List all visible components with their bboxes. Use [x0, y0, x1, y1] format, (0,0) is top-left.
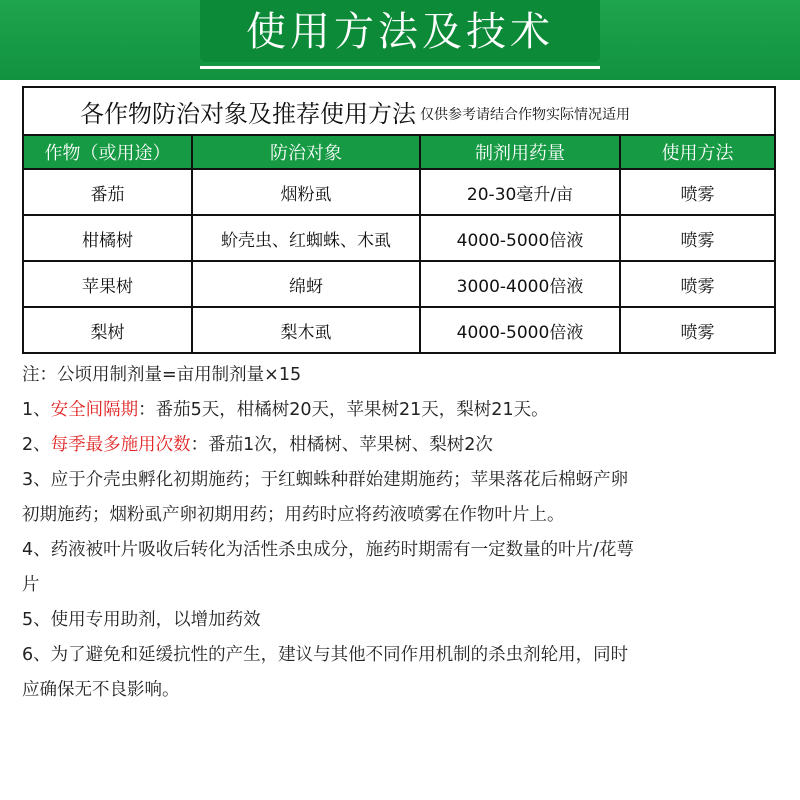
note-conversion: 注：公顷用制剂量=亩用制剂量×15 — [22, 365, 302, 385]
header-target: 防治对象 — [192, 136, 420, 169]
header-method: 使用方法 — [620, 136, 774, 169]
cell-crop: 苹果树 — [24, 261, 192, 307]
usage-table — [22, 86, 776, 354]
note-3-line-2: 初期施药；烟粉虱产卵初期用药；用药时应将药液喷雾在作物叶片上。 — [22, 505, 565, 525]
table-header-row — [24, 136, 774, 169]
cell-crop: 梨树 — [24, 307, 192, 352]
note-2-number: 2、 — [22, 435, 51, 455]
cell-crop: 柑橘树 — [24, 215, 192, 261]
note-6-line-1: 6、为了避免和延缓抗性的产生，建议与其他不同作用机制的杀虫剂轮用，同时 — [22, 645, 629, 665]
header-crop: 作物（或用途） — [24, 136, 192, 169]
cell-method: 喷雾 — [620, 215, 774, 261]
cell-target: 烟粉虱 — [192, 169, 420, 215]
note-6-line-2: 应确保无不良影响。 — [22, 680, 180, 700]
cell-target: 蚧壳虫、红蜘蛛、木虱 — [192, 215, 420, 261]
cell-method: 喷雾 — [620, 169, 774, 215]
page-title: 使用方法及技术 — [246, 9, 554, 55]
table-row — [24, 261, 774, 307]
cell-dosage: 20-30毫升/亩 — [420, 169, 620, 215]
note-1 — [22, 393, 782, 428]
note-2 — [22, 428, 782, 463]
usage-notes — [22, 358, 782, 708]
note-1-text: ：番茄5天，柑橘树20天，苹果树21天，梨树21天。 — [138, 400, 549, 420]
header-dosage: 制剂用药量 — [420, 136, 620, 169]
cell-target: 绵蚜 — [192, 261, 420, 307]
table-title-row — [24, 88, 774, 136]
cell-dosage: 4000-5000倍液 — [420, 215, 620, 261]
table-row — [24, 307, 774, 352]
max-applications-label: 每季最多施用次数 — [50, 435, 191, 455]
cell-crop: 番茄 — [24, 169, 192, 215]
cell-method: 喷雾 — [680, 322, 715, 343]
table-row — [24, 215, 774, 261]
table-subtitle: 仅供参考请结合作物实际情况适用 — [420, 107, 630, 123]
table-title: 各作物防治对象及推荐使用方法 — [80, 99, 416, 128]
note-2-text: ：番茄1次，柑橘树、苹果树、梨树2次 — [190, 435, 493, 455]
note-4-line-1: 4、药液被叶片吸收后转化为活性杀虫成分，施药时期需有一定数量的叶片/花萼 — [22, 540, 635, 560]
note-4-line-2: 片 — [22, 575, 40, 595]
note-3-line-1: 3、应于介壳虫孵化初期施药；于红蜘蛛种群始建期施药；苹果落花后棉蚜产卵 — [22, 470, 629, 490]
header-banner — [0, 0, 800, 80]
safety-interval-label: 安全间隔期 — [50, 400, 139, 420]
note-5: 5、使用专用助剂，以增加药效 — [22, 610, 261, 630]
cell-method: 喷雾 — [620, 261, 774, 307]
cell-target: 梨木虱 — [192, 307, 420, 352]
dosage-table — [24, 136, 774, 352]
banner-underline — [200, 66, 600, 69]
cell-dosage: 4000-5000倍液 — [420, 307, 620, 352]
cell-dosage: 3000-4000倍液 — [420, 261, 620, 307]
note-1-number: 1、 — [22, 400, 51, 420]
table-row — [24, 169, 774, 215]
